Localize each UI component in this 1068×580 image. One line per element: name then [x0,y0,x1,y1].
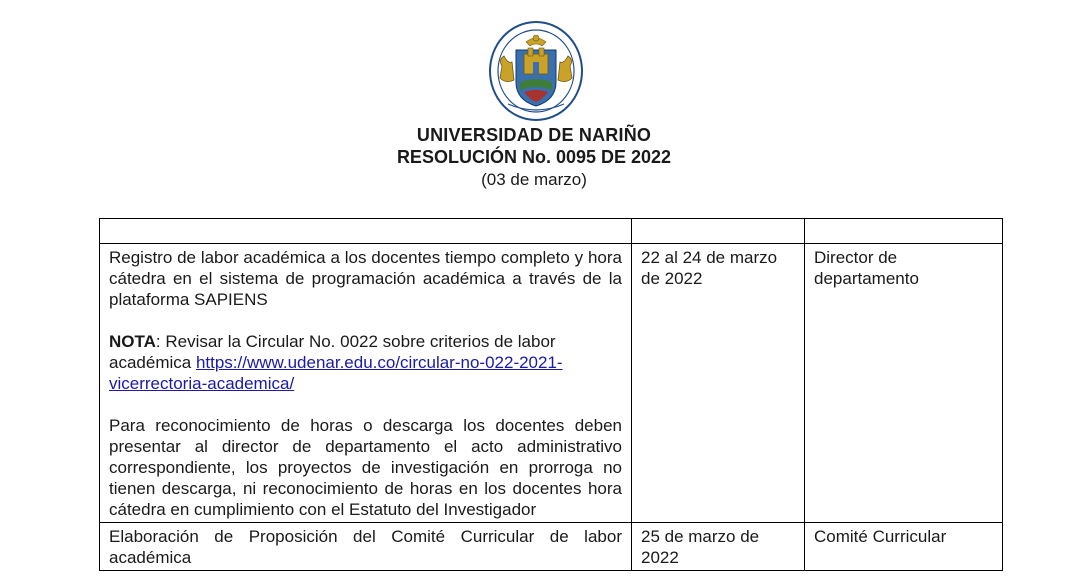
table-cell [805,219,1003,244]
university-seal-logo [488,20,584,122]
table-row [100,244,1003,523]
table-header-row [100,219,1003,244]
date-cell: 22 al 24 de marzo de 2022 [632,244,805,523]
activity-note-paragraph: Para reconocimiento de horas o descarga los docentes deben presentar al director de departamento el acto administrativo correspondiente, los proyectos de investigación en prorroga no tienen descarga, ni reconocimiento de horas en los docentes hora cátedra en cumplimiento con el Estatuto del Investigador [109,416,622,519]
table-row [100,523,1003,571]
resolution-date: (03 de marzo) [481,170,587,189]
nota-paragraph [109,331,622,394]
activity-cell [100,244,632,523]
resolution-title: RESOLUCIÓN No. 0095 DE 2022 [396,147,672,167]
document-header [0,124,1068,192]
activity-cell: Elaboración de Proposición del Comité Curricular de labor académica [100,523,632,571]
activities-table [99,218,1003,571]
table-cell [632,219,805,244]
nota-text: : Revisar la Circular No. 0022 sobre criterios de labor académica [109,332,556,372]
responsible-cell: Comité Curricular [805,523,1003,571]
responsible-cell: Director de departamento [805,244,1003,523]
table-cell [100,219,632,244]
circular-link[interactable]: https://www.udenar.edu.co/circular-no-022-2021-vicerrectoria-academica/ [109,353,563,393]
date-cell: 25 de marzo de 2022 [632,523,805,571]
institution-title: UNIVERSIDAD DE NARIÑO [416,125,652,145]
activity-description: Registro de labor académica a los docentes tiempo completo y hora cátedra en el sistema de programación académica a través de la plataforma SAPIENS [109,248,622,309]
nota-label: NOTA [109,332,156,351]
